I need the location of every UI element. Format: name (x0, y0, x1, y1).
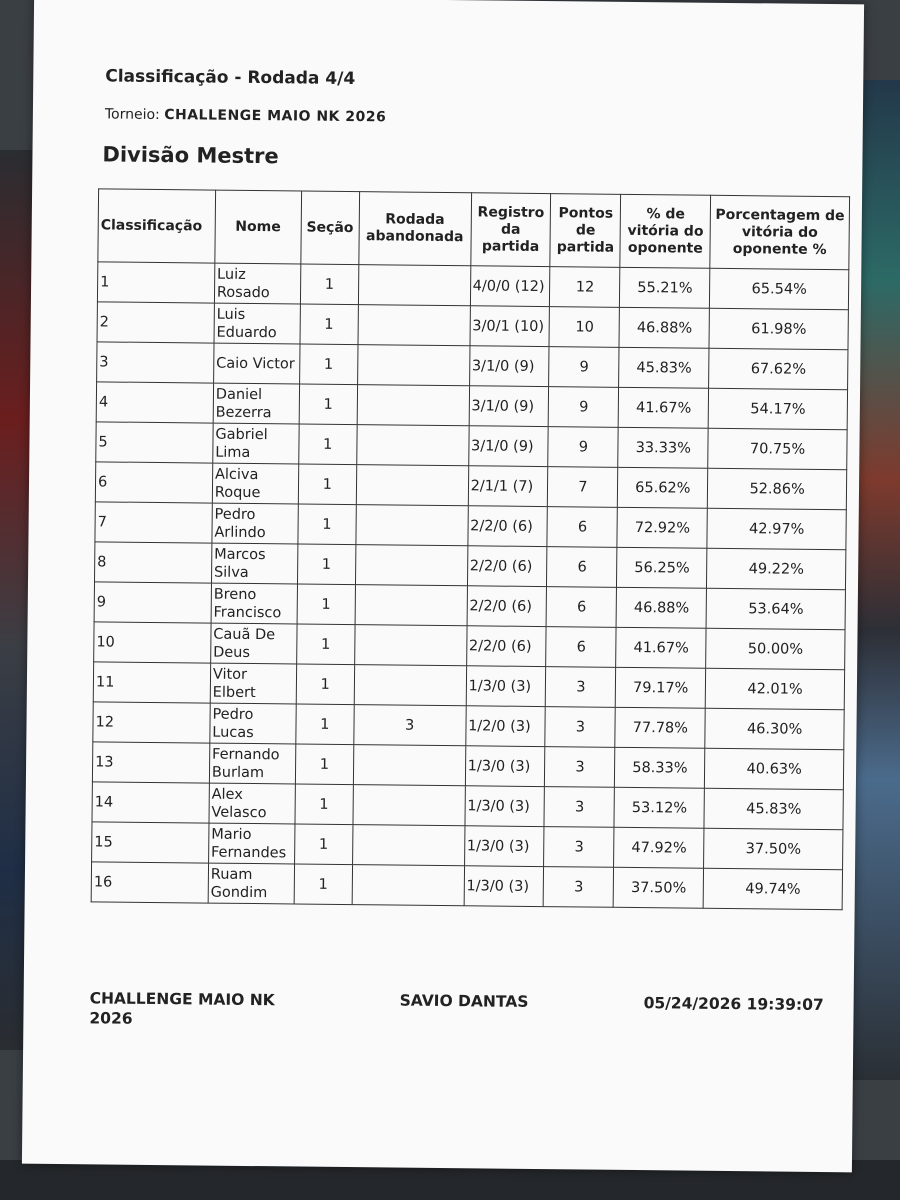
cell-omw: 55.21% (620, 267, 710, 308)
cell-points: 6 (547, 547, 617, 588)
col-header-rank: Classificação (98, 189, 216, 263)
cell-record: 3/0/1 (10) (470, 306, 550, 347)
cell-points: 6 (547, 507, 617, 548)
cell-omw: 77.78% (615, 707, 705, 748)
cell-rank: 3 (97, 342, 214, 383)
cell-omw: 41.67% (616, 627, 706, 668)
cell-points: 3 (544, 867, 614, 908)
cell-omw: 46.88% (619, 307, 709, 348)
cell-dropped (356, 425, 468, 466)
footer-timestamp: 05/24/2026 19:39:07 (643, 994, 824, 1015)
cell-ogw: 65.54% (710, 268, 849, 309)
cell-dropped (358, 305, 470, 346)
col-header-section: Seção (301, 191, 360, 265)
cell-omw: 53.12% (614, 787, 704, 828)
footer-organizer: SAVIO DANTAS (399, 991, 529, 1011)
col-header-record: Registro da partida (470, 193, 551, 267)
cell-omw: 79.17% (616, 667, 706, 708)
cell-dropped (354, 625, 466, 666)
cell-record: 1/3/0 (3) (466, 666, 546, 707)
cell-name: Luiz Rosado (214, 263, 300, 304)
cell-points: 3 (546, 667, 616, 708)
cell-dropped (354, 665, 466, 706)
cell-section: 1 (296, 664, 354, 705)
cell-ogw: 49.22% (707, 548, 846, 589)
cell-record: 2/2/0 (6) (467, 586, 547, 627)
cell-section: 1 (294, 824, 352, 865)
cell-rank: 16 (91, 862, 208, 903)
cell-rank: 10 (94, 622, 211, 663)
cell-record: 2/2/0 (6) (467, 546, 547, 587)
cell-rank: 4 (96, 382, 213, 423)
cell-ogw: 54.17% (708, 388, 847, 429)
cell-section: 1 (298, 504, 356, 545)
cell-name: Pedro Lucas (210, 703, 296, 744)
cell-name: Alex Velasco (209, 783, 295, 824)
tournament-name: CHALLENGE MAIO NK 2026 (164, 107, 387, 126)
cell-rank: 2 (97, 302, 214, 343)
cell-section: 1 (299, 424, 357, 465)
cell-section: 1 (295, 744, 353, 785)
cell-dropped (356, 505, 468, 546)
cell-record: 1/3/0 (3) (464, 866, 544, 907)
cell-record: 2/1/1 (7) (468, 466, 548, 507)
cell-name: Ruam Gondim (208, 863, 294, 904)
cell-points: 12 (550, 267, 620, 308)
cell-rank: 9 (94, 582, 211, 623)
cell-rank: 8 (95, 542, 212, 583)
cell-omw: 33.33% (618, 427, 708, 468)
cell-ogw: 42.97% (707, 508, 846, 549)
cell-ogw: 42.01% (705, 668, 844, 709)
cell-omw: 58.33% (615, 747, 705, 788)
cell-dropped (352, 825, 464, 866)
cell-points: 3 (545, 747, 615, 788)
cell-dropped (353, 785, 465, 826)
cell-dropped (358, 265, 470, 306)
cell-ogw: 61.98% (709, 308, 848, 349)
cell-dropped (355, 545, 467, 586)
cell-section: 1 (297, 584, 355, 625)
cell-name: Breno Francisco (211, 583, 297, 624)
cell-ogw: 45.83% (704, 788, 843, 829)
cell-record: 1/3/0 (3) (464, 826, 544, 867)
cell-dropped (352, 865, 464, 906)
standings-table (91, 188, 850, 910)
cell-name: Mario Fernandes (208, 823, 294, 864)
cell-rank: 11 (93, 662, 210, 703)
cell-name: Luis Eduardo (214, 303, 300, 344)
cell-points: 3 (545, 707, 615, 748)
cell-rank: 5 (96, 422, 213, 463)
col-header-name: Nome (215, 190, 302, 264)
cell-name: Gabriel Lima (213, 423, 299, 464)
cell-name: Alciva Roque (212, 463, 298, 504)
cell-dropped: 3 (354, 705, 466, 746)
cell-name: Cauã De Deus (211, 623, 297, 664)
cell-section: 1 (298, 464, 356, 505)
cell-section: 1 (300, 264, 358, 305)
cell-points: 10 (549, 307, 619, 348)
cell-name: Fernando Burlam (209, 743, 295, 784)
table-header-row (98, 189, 850, 270)
cell-ogw: 50.00% (706, 628, 845, 669)
cell-dropped (357, 385, 469, 426)
cell-rank: 6 (95, 462, 212, 503)
division-title: Divisão Mestre (102, 142, 279, 169)
col-header-dropped: Rodada abandonada (359, 192, 472, 266)
cell-name: Caio Victor (213, 343, 299, 384)
cell-points: 9 (549, 387, 619, 428)
cell-points: 6 (546, 627, 616, 668)
cell-dropped (357, 345, 469, 386)
cell-section: 1 (294, 864, 352, 905)
cell-omw: 65.62% (618, 467, 708, 508)
cell-points: 9 (548, 427, 618, 468)
cell-dropped (353, 745, 465, 786)
cell-omw: 47.92% (614, 827, 704, 868)
cell-omw: 56.25% (617, 547, 707, 588)
cell-ogw: 49.74% (703, 868, 842, 909)
cell-section: 1 (296, 624, 354, 665)
cell-ogw: 40.63% (705, 748, 844, 789)
cell-record: 1/3/0 (3) (465, 786, 545, 827)
cell-record: 3/1/0 (9) (468, 426, 548, 467)
cell-rank: 15 (92, 822, 209, 863)
footer-event: CHALLENGE MAIO NK 2026 (89, 989, 275, 1028)
col-header-ogw: Porcentagem de vitória do oponente % (710, 195, 849, 269)
cell-ogw: 52.86% (708, 468, 847, 509)
cell-omw: 41.67% (619, 387, 709, 428)
cell-rank: 12 (93, 702, 210, 743)
cell-section: 1 (295, 784, 353, 825)
cell-ogw: 70.75% (708, 428, 847, 469)
cell-record: 3/1/0 (9) (469, 346, 549, 387)
cell-record: 4/0/0 (12) (470, 266, 550, 307)
cell-name: Vitor Elbert (210, 663, 296, 704)
col-header-omw: % de vitória do oponente (620, 194, 711, 268)
cell-name: Marcos Silva (211, 543, 297, 584)
cell-rank: 14 (92, 782, 209, 823)
cell-section: 1 (299, 344, 357, 385)
cell-record: 1/2/0 (3) (465, 706, 545, 747)
cell-section: 1 (299, 384, 357, 425)
cell-points: 3 (544, 787, 614, 828)
cell-name: Daniel Bezerra (213, 383, 299, 424)
cell-points: 6 (547, 587, 617, 628)
cell-points: 3 (544, 827, 614, 868)
col-header-points: Pontos de partida (550, 194, 621, 268)
cell-dropped (356, 465, 468, 506)
cell-ogw: 37.50% (704, 828, 843, 869)
cell-omw: 72.92% (617, 507, 707, 548)
cell-record: 2/2/0 (6) (466, 626, 546, 667)
cell-section: 1 (296, 704, 354, 745)
cell-omw: 45.83% (619, 347, 709, 388)
cell-ogw: 67.62% (709, 348, 848, 389)
tournament-line (105, 106, 387, 125)
cell-omw: 46.88% (616, 587, 706, 628)
cell-omw: 37.50% (614, 867, 704, 908)
cell-points: 7 (548, 467, 618, 508)
cell-record: 2/2/0 (6) (467, 506, 547, 547)
cell-rank: 1 (97, 262, 214, 303)
cell-rank: 13 (92, 742, 209, 783)
cell-record: 1/3/0 (3) (465, 746, 545, 787)
cell-section: 1 (300, 304, 358, 345)
cell-rank: 7 (95, 502, 212, 543)
cell-name: Pedro Arlindo (212, 503, 298, 544)
cell-ogw: 46.30% (705, 708, 844, 749)
page-title: Classificação - Rodada 4/4 (105, 66, 356, 90)
cell-section: 1 (297, 544, 355, 585)
printed-sheet (22, 0, 864, 1172)
cell-points: 9 (549, 347, 619, 388)
table-row (91, 862, 842, 910)
cell-dropped (355, 585, 467, 626)
tournament-label: Torneio: (104, 106, 160, 124)
cell-record: 3/1/0 (9) (469, 386, 549, 427)
cell-ogw: 53.64% (706, 588, 845, 629)
